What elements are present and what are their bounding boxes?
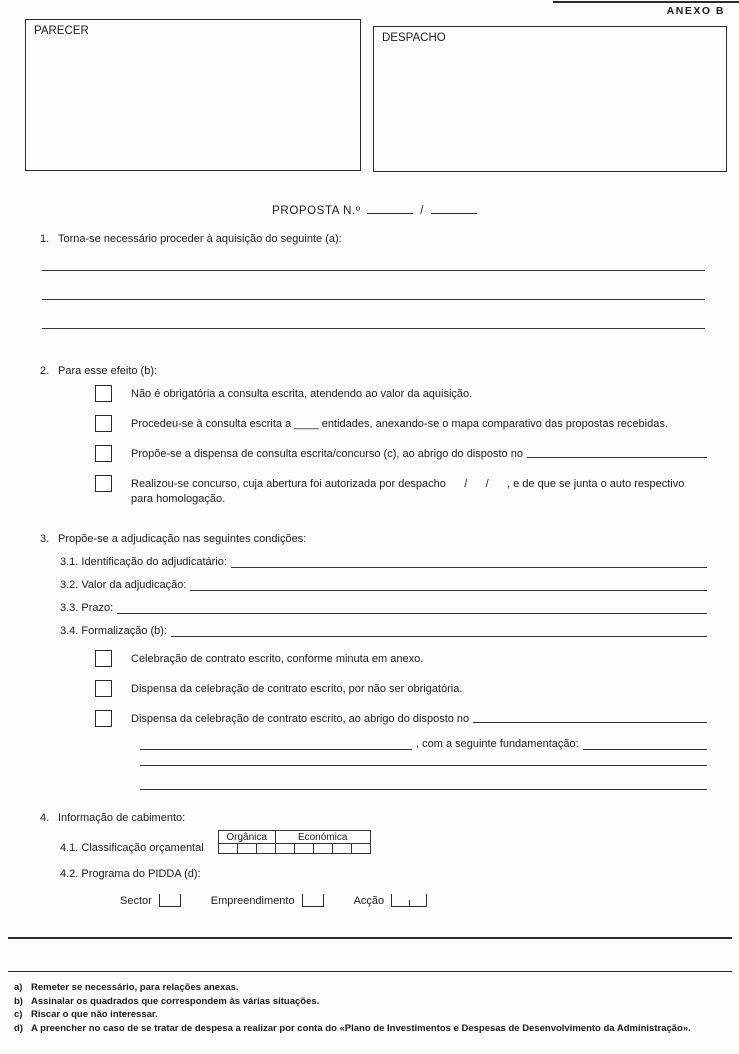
proposta-separator: / — [420, 205, 425, 217]
accao-box-divider — [409, 900, 410, 906]
checkbox[interactable] — [95, 680, 112, 697]
footnote-b-marker: b) — [14, 995, 23, 1007]
item-4-1-label: 4.1. Classificação orçamental — [60, 842, 204, 854]
classificacao-cell[interactable] — [275, 844, 294, 854]
item-1-text: Torna-se necessário proceder à aquisição do seguinte (a): — [58, 233, 342, 245]
footnote-c — [14, 1008, 727, 1022]
despacho-label: DESPACHO — [382, 32, 446, 44]
classificacao-cell[interactable] — [218, 844, 237, 854]
item-4-2 — [60, 868, 727, 880]
item-3-4-label: 3.4. Formalização (b): — [60, 625, 167, 637]
item-2 — [40, 365, 727, 377]
item-4 — [40, 812, 727, 824]
item-3-text: Propõe-se a adjudicação nas seguintes condições: — [58, 533, 307, 545]
pidda-sector-label: Sector — [120, 895, 152, 907]
fundamentacao-row — [140, 737, 707, 750]
checkbox[interactable] — [95, 385, 112, 402]
item-3-4-option-1 — [95, 650, 707, 667]
item-4-number: 4. — [40, 812, 50, 824]
pidda-empreendimento-label: Empreendimento — [210, 895, 295, 907]
writing-line[interactable] — [140, 750, 707, 766]
item-3-4-option-3 — [95, 710, 707, 727]
checkbox[interactable] — [95, 650, 112, 667]
checkbox[interactable] — [95, 475, 112, 492]
classificacao-cell[interactable] — [237, 844, 256, 854]
item-2-option-2 — [95, 415, 707, 432]
proposta-number-blank[interactable] — [367, 202, 413, 214]
checkbox-label: Propõe-se a dispensa de consulta escrita/concurso (c), ao abrigo do disposto no — [131, 448, 523, 460]
footnote-a-text: Remeter se necessário, para relações anexas. — [31, 982, 239, 993]
checkbox-label: Dispensa da celebração de contrato escrito, por não ser obrigatória. — [131, 683, 463, 695]
item-4-1 — [60, 830, 727, 854]
blank-line[interactable] — [527, 445, 707, 458]
item-2-option-1 — [95, 385, 707, 402]
checkbox-label: Dispensa da celebração de contrato escrito, ao abrigo do disposto no — [131, 713, 470, 725]
item-3-1 — [60, 555, 707, 568]
blank-line[interactable] — [190, 578, 707, 591]
footnote-c-text: Riscar o que não interessar. — [31, 1009, 158, 1020]
checkbox[interactable] — [95, 710, 112, 727]
writing-line[interactable] — [140, 766, 707, 790]
item-3-4 — [60, 624, 707, 637]
item-1 — [40, 233, 727, 245]
blank-line[interactable] — [117, 601, 707, 614]
classificacao-cell[interactable] — [313, 844, 332, 854]
item-1-writing-area — [42, 245, 705, 329]
footnote-d-marker: d) — [14, 1022, 23, 1034]
pidda-accao-box[interactable] — [391, 894, 427, 907]
item-2-option-3 — [95, 445, 707, 462]
item-4-2-label: 4.2. Programa do PIDDA (d): — [60, 868, 201, 880]
footnote-c-marker: c) — [14, 1009, 23, 1020]
item-3-3 — [60, 601, 707, 614]
blank-line[interactable] — [231, 555, 707, 568]
proposta-title-row — [25, 202, 727, 217]
classificacao-cell[interactable] — [256, 844, 275, 854]
divider-rule-1 — [8, 937, 732, 939]
blank-line[interactable] — [171, 624, 707, 637]
parecer-box[interactable] — [25, 19, 361, 171]
classificacao-cell[interactable] — [294, 844, 313, 854]
checkbox-label: Celebração de contrato escrito, conforme minuta em anexo. — [131, 653, 424, 665]
footnote-d-text: A preencher no caso de se tratar de despesa a realizar por conta do «Plano de Investimentos e Despesas de Desenvolvimento da Administração». — [31, 1022, 691, 1034]
fundamentacao-label: , com a seguinte fundamentação: — [416, 738, 579, 750]
checkbox[interactable] — [95, 415, 112, 432]
item-3-3-label: 3.3. Prazo: — [60, 602, 114, 614]
writing-line[interactable] — [42, 300, 705, 329]
item-1-number: 1. — [40, 233, 50, 245]
top-right-rule — [553, 1, 739, 3]
pidda-accao-label: Acção — [353, 895, 385, 907]
proposta-year-blank[interactable] — [431, 202, 477, 214]
classificacao-header-economica: Económica — [275, 831, 370, 844]
item-3-number: 3. — [40, 533, 50, 545]
blank-line[interactable] — [473, 710, 707, 723]
footnotes — [14, 981, 727, 1035]
classificacao-table — [218, 830, 371, 854]
item-2-option-4 — [95, 475, 707, 507]
pidda-empreendimento-box[interactable] — [302, 894, 324, 907]
footnote-b-text: Assinalar os quadrados que correspondem às várias situações. — [31, 995, 320, 1007]
item-3-2 — [60, 578, 707, 591]
footnote-a-marker: a) — [14, 982, 23, 993]
checkbox[interactable] — [95, 445, 112, 462]
header-boxes — [25, 19, 727, 172]
anexo-label: ANEXO B — [666, 5, 725, 17]
pidda-row — [120, 894, 727, 907]
blank-line[interactable] — [140, 737, 412, 750]
parecer-label: PARECER — [34, 25, 89, 37]
writing-line[interactable] — [42, 245, 705, 271]
footnote-d — [14, 1022, 727, 1036]
classificacao-header-organica: Orgânica — [218, 831, 275, 844]
footnote-b — [14, 995, 727, 1009]
proposta-title: PROPOSTA N.º — [272, 205, 361, 217]
checkbox-label: Realizou-se concurso, cuja abertura foi autorizada por despacho / / , e de que se junta o auto respectivo para homologação. — [131, 478, 688, 505]
blank-line[interactable] — [583, 737, 707, 750]
divider-rule-2 — [8, 971, 732, 972]
item-3-4-option-2 — [95, 680, 707, 697]
classificacao-cell[interactable] — [332, 844, 351, 854]
checkbox-label: Não é obrigatória a consulta escrita, atendendo ao valor da aquisição. — [131, 388, 473, 400]
item-3 — [40, 533, 727, 545]
item-4-text: Informação de cabimento: — [58, 812, 186, 824]
writing-line[interactable] — [42, 271, 705, 300]
item-3-2-label: 3.2. Valor da adjudicação: — [60, 579, 187, 591]
item-2-text: Para esse efeito (b): — [58, 365, 158, 377]
checkbox-label: Procedeu-se à consulta escrita a ____ entidades, anexando-se o mapa comparativo das propostas recebidas. — [131, 418, 668, 430]
pidda-sector-box[interactable] — [159, 894, 181, 907]
item-3-1-label: 3.1. Identificação do adjudicatário: — [60, 556, 227, 568]
classificacao-cell[interactable] — [351, 844, 370, 854]
despacho-box[interactable] — [373, 26, 727, 172]
item-2-number: 2. — [40, 365, 50, 377]
footnote-a — [14, 981, 727, 995]
